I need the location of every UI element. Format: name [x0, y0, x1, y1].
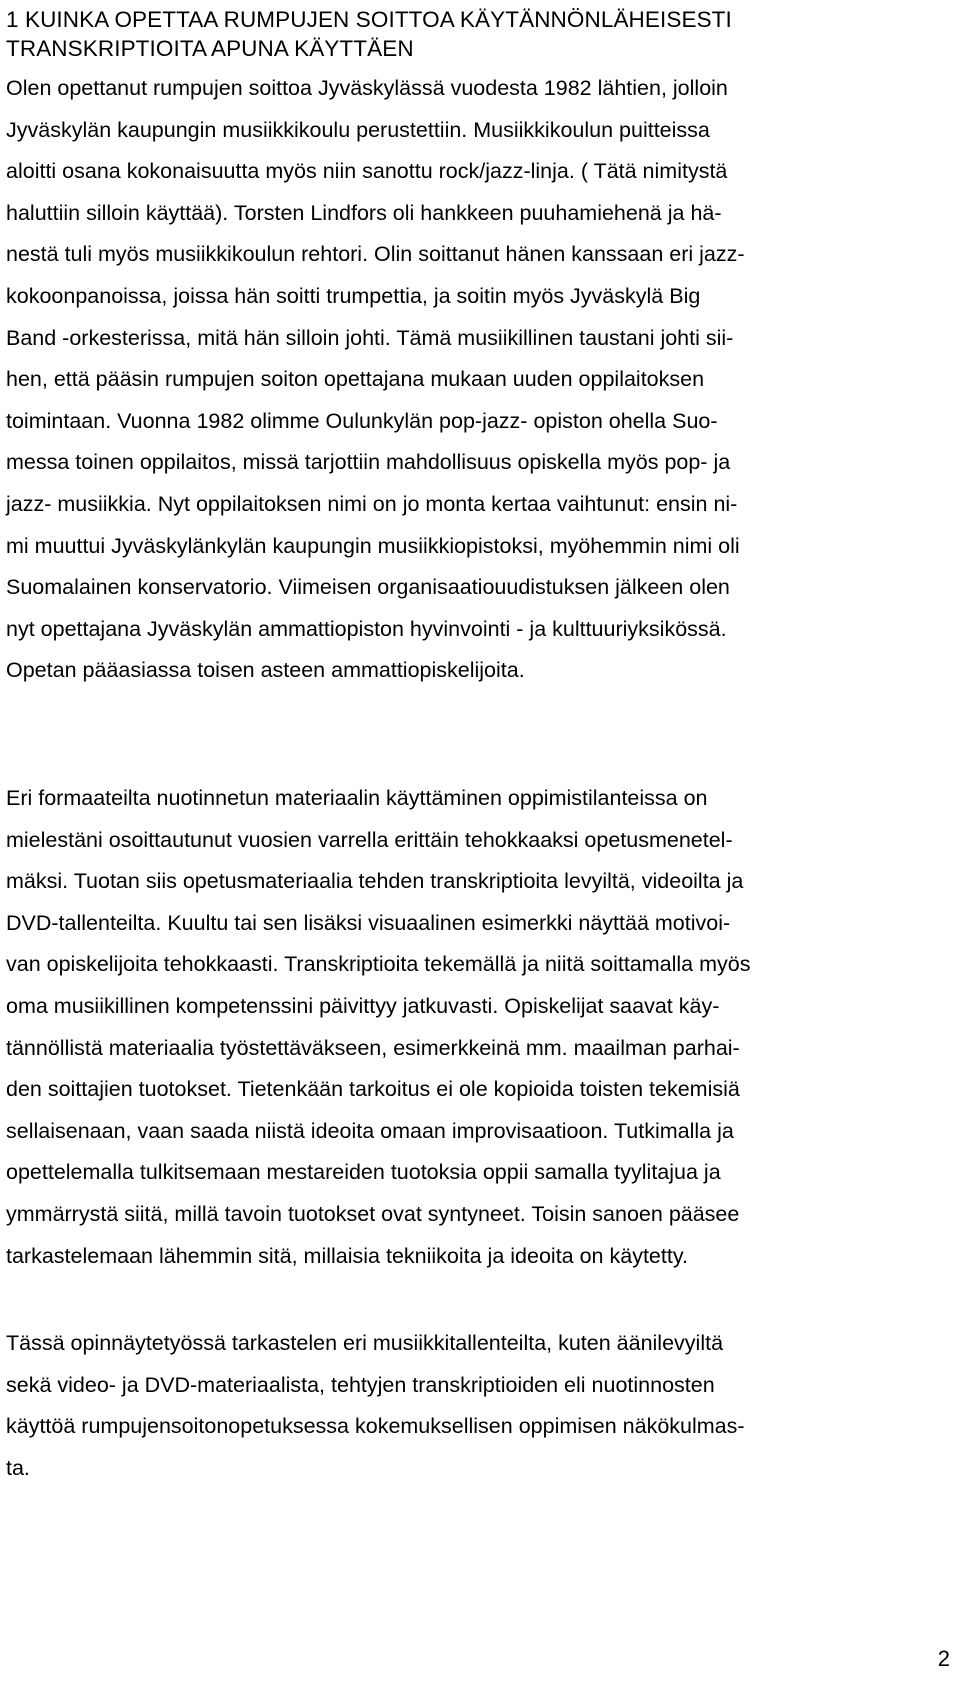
text-line: Tässä opinnäytetyössä tarkastelen eri musiikkitallenteilta, kuten äänilevyiltä	[6, 1331, 724, 1355]
text-line: van opiskelijoita tehokkaasti. Transkriptioita tekemällä ja niitä soittamalla myös	[6, 952, 751, 977]
text-line: ta.	[6, 1455, 30, 1480]
paragraph-transcription-method	[6, 778, 946, 1277]
heading-line: TRANSKRIPTIOITA APUNA KÄYTTÄEN	[6, 36, 414, 61]
page-number: 2	[937, 1646, 950, 1671]
text-line: aloitti osana kokonaisuutta myös niin sanottu rock/jazz-linja. ( Tätä nimitystä	[6, 159, 728, 184]
text-line: mäksi. Tuotan siis opetusmateriaalia tehden transkriptioita levyiltä, videoilta ja	[6, 869, 744, 894]
text-line: Band -orkesterissa, mitä hän silloin johti. Tämä musiikillinen taustani johti sii-	[6, 325, 734, 350]
text-line: oma musiikillinen kompetenssini päivittyy jatkuvasti. Opiskelijat saavat käy-	[6, 993, 720, 1018]
paragraph-thesis-scope	[6, 1323, 946, 1489]
text-line: kokoonpanoissa, joissa hän soitti trumpettia, ja soitin myös Jyväskylä Big	[6, 283, 701, 308]
text-line: Suomalainen konservatorio. Viimeisen organisaatiouudistuksen jälkeen olen	[6, 575, 730, 600]
text-line: DVD-tallenteilta. Kuultu tai sen lisäksi visuaalinen esimerkki näyttää motivoi-	[6, 910, 731, 935]
text-line: tarkastelemaan lähemmin sitä, millaisia tekniikoita ja ideoita on käytetty.	[6, 1243, 688, 1268]
text-line: tännöllistä materiaalia työstettäväkseen, esimerkkeinä mm. maailman parhai-	[6, 1035, 740, 1060]
text-line: Eri formaateilta nuotinnetun materiaalin käyttäminen oppimistilanteissa on	[6, 786, 708, 810]
text-line: den soittajien tuotokset. Tietenkään tarkoitus ei ole kopioida toisten tekemisiä	[6, 1077, 740, 1102]
text-line: sellaisenaan, vaan saada niistä ideoita omaan improvisaatioon. Tutkimalla ja	[6, 1118, 734, 1143]
text-line: haluttiin silloin käyttää). Torsten Lindfors oli hankkeen puuhamiehenä ja hä-	[6, 200, 722, 225]
text-line: mielestäni osoittautunut vuosien varrella erittäin tehokkaaksi opetusmenetel-	[6, 827, 733, 852]
text-line: opettelemalla tulkitsemaan mestareiden tuotoksia oppii samalla tyylitajua ja	[6, 1160, 721, 1185]
text-line: messa toinen oppilaitos, missä tarjottiin mahdollisuus opiskella myös pop- ja	[6, 450, 731, 475]
text-line: Olen opettanut rumpujen soittoa Jyväskylässä vuodesta 1982 lähtien, jolloin	[6, 76, 728, 100]
paragraph-teaching-history	[6, 68, 946, 692]
text-line: nestä tuli myös musiikkikoulun rehtori. Olin soittanut hänen kanssaan eri jazz-	[6, 242, 745, 267]
text-line: jazz- musiikkia. Nyt oppilaitoksen nimi on jo monta kertaa vaihtunut: ensin ni-	[6, 491, 738, 516]
text-line: käyttöä rumpujensoitonopetuksessa kokemuksellisen oppimisen näkökulmas-	[6, 1414, 745, 1439]
text-line: Jyväskylän kaupungin musiikkikoulu perustettiin. Musiikkikoulun puitteissa	[6, 117, 710, 142]
text-line: hen, että pääsin rumpujen soiton opettajana mukaan uuden oppilaitoksen	[6, 367, 705, 392]
heading-line: 1 KUINKA OPETTAA RUMPUJEN SOITTOA KÄYTÄNNÖNLÄHEISESTI	[6, 7, 732, 32]
chapter-heading	[6, 5, 946, 63]
text-line: Opetan pääasiassa toisen asteen ammattiopiskelijoita.	[6, 658, 525, 683]
text-line: toimintaan. Vuonna 1982 olimme Oulunkylän pop-jazz- opiston ohella Suo-	[6, 408, 718, 433]
text-line: nyt opettajana Jyväskylän ammattiopiston hyvinvointi - ja kulttuuriyksikössä.	[6, 616, 727, 641]
text-line: mi muuttui Jyväskylänkylän kaupungin musiikkiopistoksi, myöhemmin nimi oli	[6, 533, 740, 558]
text-line: ymmärrystä siitä, millä tavoin tuotokset ovat syntyneet. Toisin sanoen pääsee	[6, 1201, 740, 1226]
text-line: sekä video- ja DVD-materiaalista, tehtyjen transkriptioiden eli nuotinnosten	[6, 1372, 715, 1397]
